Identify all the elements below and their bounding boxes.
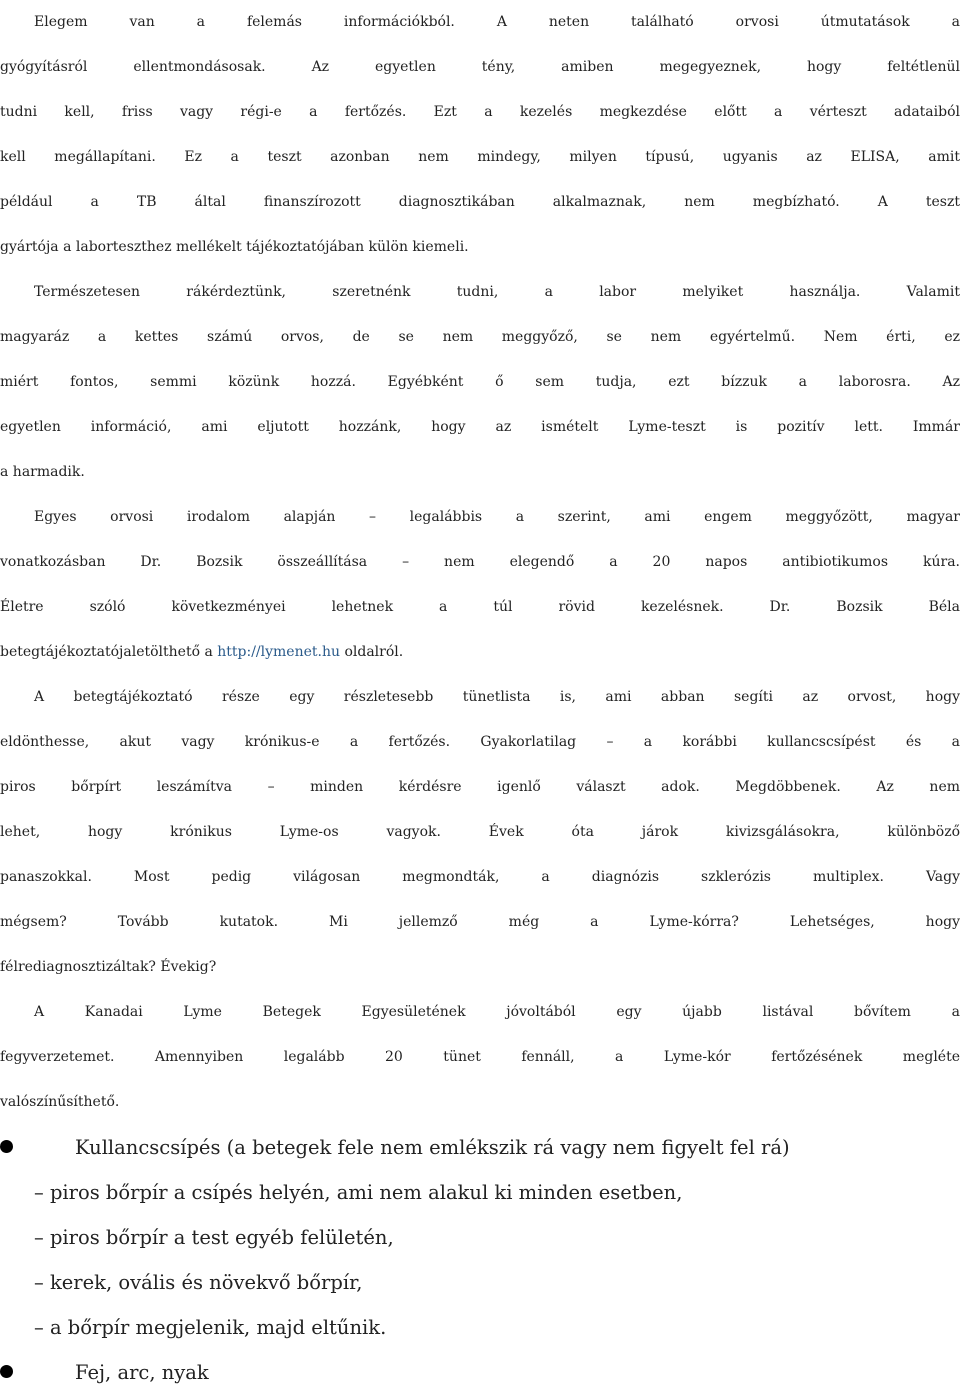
text-line: A Kanadai Lyme Betegek Egyesületének jóvoltából egy újabb listával bővítem a [34,1004,960,1020]
text-line: mégsem? Tovább kutatok. Mi jellemző még a Lyme-kórra? Lehetséges, hogy [0,914,960,930]
text-line: gyógyításról ellentmondásosak. Az egyetlen tény, amiben megegyeznek, hogy feltétlenül [0,59,960,75]
text-line: panaszokkal. Most pedig világosan megmondták, a diagnózis szklerózis multiplex. Vagy [0,869,960,885]
text-line-with-link [0,630,960,675]
text-line: piros bőrpírt leszámítva – minden kérdésre igenlő választ adok. Megdöbbenek. Az nem [0,779,960,795]
text-line: egyetlen információ, ami eljutott hozzánk, hogy az ismételt Lyme-teszt is pozitív lett. Immár [0,419,960,435]
text-line: félrediagnosztizáltak? Évekig? [0,959,217,975]
bullet-icon [0,1140,13,1153]
list-item-title: Fej, arc, nyak [75,1361,209,1384]
text-line: a harmadik. [0,464,85,480]
text-line: Egyes orvosi irodalom alapján – legalábbis a szerint, ami engem meggyőzött, magyar [34,509,960,525]
list-item-title: Kullancscsípés (a betegek fele nem emlékszik rá vagy nem figyelt fel rá) [75,1136,790,1159]
bullet-icon [0,1365,13,1378]
list-item [0,1125,960,1170]
text-line: Elegem van a felemás információkból. A neten található orvosi útmutatások a [34,14,960,30]
text-line: fegyverzetemet. Amennyiben legalább 20 tünet fennáll, a Lyme-kór fertőzésének megléte [0,1049,960,1065]
text-line: eldönthesse, akut vagy krónikus-e a fertőzés. Gyakorlatilag – a korábbi kullancscsípést és a [0,734,960,750]
sub-list-item: – piros bőrpír a test egyéb felületén, [34,1226,394,1249]
lymenet-link[interactable]: http://lymenet.hu [217,644,340,660]
text-line: valószínűsíthető. [0,1094,120,1110]
text-line: Természetesen rákérdeztünk, szeretnénk tudni, a labor melyiket használja. Valamit [34,284,960,300]
text-line: miért fontos, semmi közünk hozzá. Egyébként ő sem tudja, ezt bízzuk a laborosra. Az [0,374,960,390]
paragraph-2 [0,270,960,495]
text-line: kell megállapítani. Ez a teszt azonban nem mindegy, milyen típusú, ugyanis az ELISA, amit [0,149,960,165]
text-line: vonatkozásban Dr. Bozsik összeállítása – nem elegendő a 20 napos antibiotikumos kúra. [0,554,960,570]
sub-list-item: – a bőrpír megjelenik, majd eltűnik. [34,1316,387,1339]
text-before-link: betegtájékoztatójaletölthető a [0,644,213,660]
text-line: A betegtájékoztató része egy részletesebb tünetlista is, ami abban segíti az orvost, hogy [34,689,960,705]
paragraph-1 [0,0,960,270]
sub-list-item: – kerek, ovális és növekvő bőrpír, [34,1271,363,1294]
text-line: lehet, hogy krónikus Lyme-os vagyok. Évek óta járok kivizsgálásokra, különböző [0,824,960,840]
text-line: Életre szóló következményei lehetnek a túl rövid kezelésnek. Dr. Bozsik Béla [0,599,960,615]
sub-list-item: – piros bőrpír a csípés helyén, ami nem alakul ki minden esetben, [34,1181,683,1204]
text-line: magyaráz a kettes számú orvos, de se nem meggyőző, se nem egyértelmű. Nem érti, ez [0,329,960,345]
text-after-link: oldalról. [344,644,404,660]
text-line: tudni kell, friss vagy régi-e a fertőzés. Ezt a kezelés megkezdése előtt a vérteszt adataiból [0,104,960,120]
paragraph-3 [0,495,960,675]
paragraph-4 [0,675,960,990]
list-item [0,1350,960,1395]
text-line: gyártója a laborteszthez mellékelt tájékoztatójában külön kiemeli. [0,239,469,255]
paragraph-5 [0,990,960,1125]
symptom-list [0,1125,960,1395]
text-line: például a TB által finanszírozott diagnosztikában alkalmaznak, nem megbízható. A teszt [0,194,960,210]
